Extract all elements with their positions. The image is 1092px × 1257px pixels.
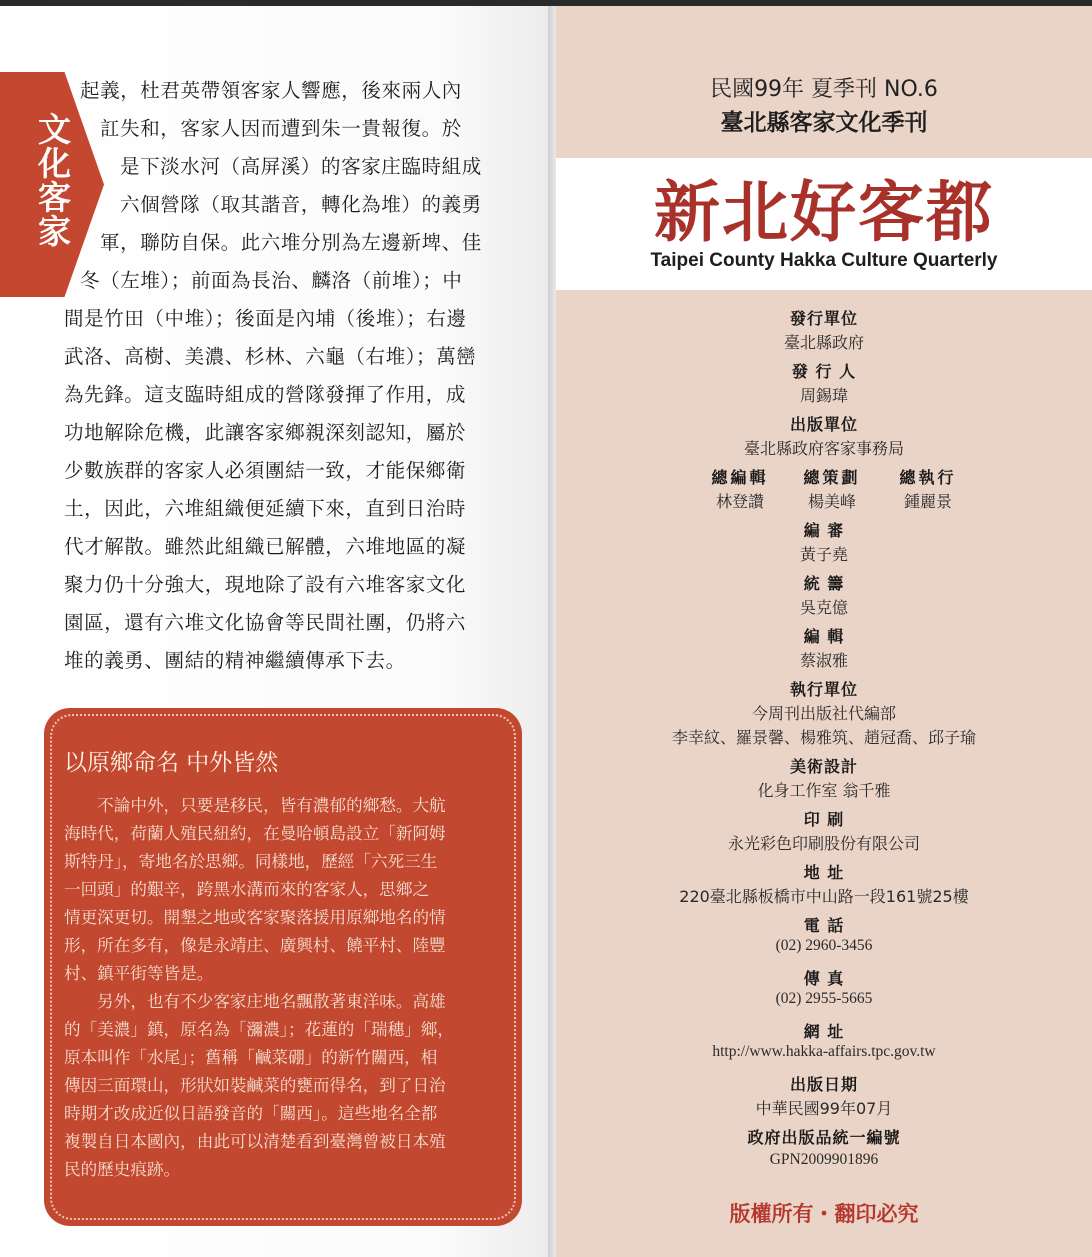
editor-label: 編 輯 <box>803 627 845 646</box>
exec-staff-value: 李幸紋、羅景馨、楊雅筑、趙冠喬、邱子瑜 <box>671 728 976 747</box>
web-link[interactable]: http://www.hakka-affairs.tpc.gov.tw <box>712 1043 936 1060</box>
coordinator-value: 吳克億 <box>799 598 848 617</box>
publisher-label: 發行單位 <box>789 309 858 328</box>
web-label: 網 址 <box>803 1022 845 1041</box>
exec-unit-value: 今周刊出版社代編部 <box>751 704 896 723</box>
body-line: 聚力仍十分強大，現地除了設有六堆客家文化 <box>64 573 467 596</box>
body-line: 軍，聯防自保。此六堆分別為左邊新埤、佳 <box>100 231 482 254</box>
chief-planner-label: 總策劃 <box>803 468 861 487</box>
publisher-value: 臺北縣政府 <box>783 333 864 352</box>
exec-unit-label: 執行單位 <box>789 680 858 699</box>
coordinator-label: 統 籌 <box>803 574 845 593</box>
press-value: 臺北縣政府客家事務局 <box>743 439 904 458</box>
issue-line: 民國99年 夏季刊 NO.6 <box>710 77 938 102</box>
sidebar-line: 的「美濃」鎮，原名為「瀰濃」；花蓮的「瑞穗」鄉， <box>64 1020 454 1039</box>
sidebar-line: 形，所在多有，像是永靖庄、廣興村、饒平村、陸豐 <box>64 936 446 955</box>
address-label: 地 址 <box>803 863 845 882</box>
sidebar-line: 情更深更切。開墾之地或客家聚落援用原鄉地名的情 <box>64 908 446 927</box>
body-line: 堆的義勇、團結的精神繼續傳承下去。 <box>64 649 406 672</box>
sidebar-title: 以原鄉命名 中外皆然 <box>64 750 279 776</box>
art-value: 化身工作室 翁千雅 <box>757 781 891 800</box>
issuer-value: 周錫瑋 <box>799 386 848 405</box>
reviewer-label: 編 審 <box>803 521 845 540</box>
body-line: 起義，杜君英帶領客家人響應，後來兩人內 <box>80 79 462 102</box>
editor-in-chief-value: 林登讚 <box>715 492 764 511</box>
magazine-title: 新北好客都 <box>654 173 994 251</box>
sidebar-line: 民的歷史痕跡。 <box>64 1160 181 1179</box>
body-line: 武洛、高樹、美濃、杉林、六龜（右堆）；萬巒 <box>64 345 477 368</box>
magazine-title-en: Taipei County Hakka Culture Quarterly <box>650 250 998 271</box>
sidebar-line: 原本叫作「水尾」；舊稱「鹹菜硼」的新竹關西，相 <box>64 1048 438 1067</box>
sidebar-line: 斯特丹」，寄地名於思鄉。同樣地，歷經「六死三生 <box>64 852 438 871</box>
chief-executive-label: 總執行 <box>899 468 957 487</box>
sidebar-box <box>44 708 522 1226</box>
page-fold <box>548 6 556 1257</box>
body-line: 土，因此，六堆組織便延續下來，直到日治時 <box>64 497 467 520</box>
print-value: 永光彩色印刷股份有限公司 <box>727 834 920 853</box>
body-line: 六個營隊（取其諧音，轉化為堆）的義勇 <box>120 193 482 216</box>
editor-in-chief-label: 總編輯 <box>711 468 769 487</box>
date-value: 中華民國99年07月 <box>755 1099 893 1118</box>
editor-value: 蔡淑雅 <box>799 651 848 670</box>
copyright-notice: 版權所有・翻印必究 <box>729 1202 919 1226</box>
sidebar-line: 村、鎮平街等皆是。 <box>64 964 214 983</box>
title-band <box>556 158 1092 290</box>
sidebar-line: 時期才改成近似日語發音的「關西」。這些地名全都 <box>64 1104 438 1123</box>
address-value: 220臺北縣板橋市中山路一段161號25樓 <box>679 887 969 906</box>
section-tag-label: 文化客家 <box>33 112 72 248</box>
press-label: 出版單位 <box>789 415 858 434</box>
chief-executive-value: 鍾麗景 <box>903 492 952 511</box>
body-line: 間是竹田（中堆）；後面是內埔（後堆）；右邊 <box>64 307 467 330</box>
fax-value: (02) 2955-5665 <box>775 990 873 1007</box>
date-label: 出版日期 <box>789 1075 858 1094</box>
body-line: 少數族群的客家人必須團結一致，才能保鄉衛 <box>64 459 467 482</box>
sidebar-line: 傳因三面環山，形狀如裝鹹菜的甕而得名，到了日治 <box>64 1076 446 1095</box>
right-page <box>556 6 1092 1257</box>
sidebar-line: 複製自日本國內，由此可以清楚看到臺灣曾被日本殖 <box>64 1132 446 1151</box>
body-line: 為先鋒。這支臨時組成的營隊發揮了作用，成 <box>64 383 467 406</box>
body-line: 功地解除危機，此讓客家鄉親深刻認知，屬於 <box>64 421 467 444</box>
body-line: 訌失和，客家人因而遭到朱一貴報復。於 <box>100 117 462 140</box>
chief-planner-value: 楊美峰 <box>807 492 856 511</box>
series-title: 臺北縣客家文化季刊 <box>720 110 928 136</box>
body-line: 園區，還有六堆文化協會等民間社團，仍將六 <box>64 611 467 634</box>
sidebar-line: 一回頭」的艱辛，跨黑水溝而來的客家人，思鄉之 <box>64 880 430 899</box>
reviewer-value: 黃子堯 <box>799 545 848 564</box>
issuer-label: 發 行 人 <box>791 362 857 381</box>
phone-value: (02) 2960-3456 <box>775 937 873 954</box>
gpn-value: GPN2009901896 <box>769 1151 879 1168</box>
gpn-label: 政府出版品統一編號 <box>747 1128 901 1147</box>
print-label: 印 刷 <box>803 810 845 829</box>
body-line: 代才解散。雖然此組織已解體，六堆地區的凝 <box>64 535 467 558</box>
sidebar-line: 海時代，荷蘭人殖民紐約，在曼哈頓島設立「新阿姆 <box>64 824 446 843</box>
fax-label: 傳 真 <box>803 969 845 988</box>
art-label: 美術設計 <box>789 757 858 776</box>
sidebar-line: 不論中外，只要是移民，皆有濃郁的鄉愁。大航 <box>64 796 446 815</box>
body-line: 是下淡水河（高屏溪）的客家庄臨時組成 <box>120 155 482 178</box>
sidebar-line: 另外，也有不少客家庄地名飄散著東洋味。高雄 <box>64 992 446 1011</box>
phone-label: 電 話 <box>803 916 845 935</box>
body-line: 冬（左堆）；前面為長治、麟洛（前堆）；中 <box>80 269 463 292</box>
